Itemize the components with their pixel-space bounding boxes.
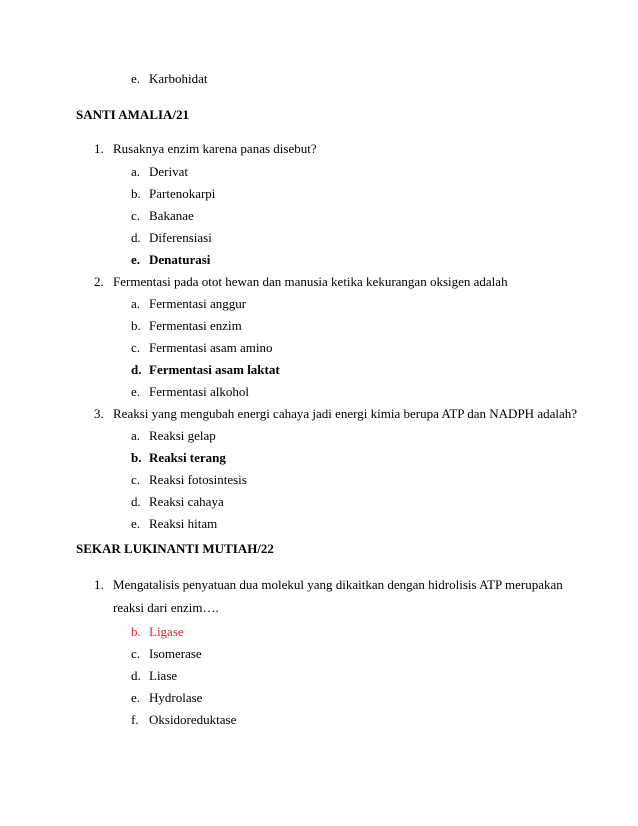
option-text: Reaksi gelap [149,428,216,443]
option-letter: e. [131,516,141,531]
list-item [131,428,216,444]
question-text: Fermentasi pada otot hewan dan manusia ketika kekurangan oksigen adalah [113,274,508,289]
list-item [131,296,247,312]
list-item [131,516,218,532]
question [94,577,563,593]
option-text: Reaksi fotosintesis [149,472,247,487]
option-letter: b. [131,186,141,201]
list-item [131,668,178,684]
question-number: 3. [94,406,104,421]
option-letter: a. [131,428,141,443]
list-item [131,646,202,662]
question [94,406,578,422]
option-text: Derivat [149,164,188,179]
option-letter: b. [131,318,141,333]
question-text: Rusaknya enzim karena panas disebut? [113,141,317,156]
list-item-answer [131,624,184,640]
option-letter: f. [131,712,139,727]
question-number: 1. [94,141,104,156]
option-text: Ligase [149,624,184,639]
option-letter: d. [131,230,141,245]
option-letter: e. [131,690,141,705]
option-letter: d. [131,494,141,509]
list-item [131,208,194,224]
question [94,141,317,157]
list-item [131,494,224,510]
option-letter: c. [131,646,141,661]
option-letter: c. [131,472,141,487]
list-item [131,690,203,706]
option-text: Fermentasi asam amino [149,340,273,355]
list-item [131,186,216,202]
list-item [131,71,208,87]
option-text: Reaksi cahaya [149,494,224,509]
list-item-answer [131,362,280,378]
option-letter: e. [131,252,141,267]
option-letter: d. [131,668,141,683]
option-letter: e. [131,384,141,399]
option-text: Partenokarpi [149,186,216,201]
option-text: Fermentasi asam laktat [149,362,280,377]
question-text-continued: reaksi dari enzim…. [113,600,219,615]
option-letter: c. [131,340,141,355]
option-text: Isomerase [149,646,202,661]
option-text: Hydrolase [149,690,203,705]
section-heading: SEKAR LUKINANTI MUTIAH/22 [76,541,274,556]
option-letter: e. [131,71,141,86]
question-number: 1. [94,577,104,592]
list-item [131,230,212,246]
section-heading: SANTI AMALIA/21 [76,107,190,122]
list-item-answer [131,450,226,466]
list-item [131,340,273,356]
option-letter: a. [131,296,141,311]
option-text: Denaturasi [149,252,211,267]
list-item [131,318,242,334]
list-item [131,164,188,180]
question-text: Mengatalisis penyatuan dua molekul yang dikaitkan dengan hidrolisis ATP merupakan [113,577,563,592]
list-item-answer [131,252,211,268]
option-letter: b. [131,450,142,465]
option-letter: b. [131,624,141,639]
option-text: Reaksi terang [149,450,226,465]
list-item [131,384,250,400]
option-letter: a. [131,164,141,179]
question-number: 2. [94,274,104,289]
option-letter: c. [131,208,141,223]
option-text: Reaksi hitam [149,516,218,531]
question-text: Reaksi yang mengubah energi cahaya jadi energi kimia berupa ATP dan NADPH adalah? [113,406,578,421]
option-text: Diferensiasi [149,230,212,245]
option-text: Bakanae [149,208,194,223]
option-text: Karbohidat [149,71,208,86]
option-text: Fermentasi enzim [149,318,242,333]
option-text: Liase [149,668,178,683]
list-item [131,472,247,488]
option-text: Fermentasi alkohol [149,384,250,399]
question [94,274,508,290]
option-text: Oksidoreduktase [149,712,237,727]
option-text: Fermentasi anggur [149,296,247,311]
option-letter: d. [131,362,142,377]
list-item [131,712,237,728]
